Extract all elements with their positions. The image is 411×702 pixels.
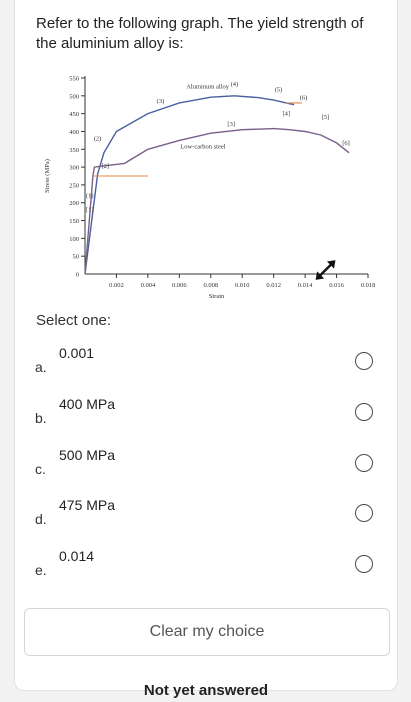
radio-c[interactable]: [355, 454, 373, 472]
point-annotation: [2]: [101, 162, 110, 170]
y-tick-label: 400: [69, 128, 79, 136]
y-axis-label: Stress (MPa): [44, 159, 51, 193]
x-tick-label: 0.014: [297, 282, 313, 289]
option-e[interactable]: [15, 548, 397, 588]
x-tick-label: 0.012: [266, 282, 281, 289]
radio-d[interactable]: [355, 504, 373, 522]
select-prompt: Select one:: [36, 312, 112, 329]
option-text: 0.001: [59, 345, 95, 361]
question-text: Refer to the following graph. The yield strength of the aluminium alloy is:: [36, 15, 364, 52]
x-tick-label: 0.010: [234, 282, 250, 289]
aluminum-alloy-curve: [85, 96, 294, 274]
radio-e[interactable]: [355, 555, 373, 573]
option-c[interactable]: [15, 447, 397, 487]
point-annotation: (4): [230, 80, 239, 88]
point-annotation: (2): [93, 135, 102, 143]
point-annotation: (1): [85, 192, 94, 200]
resize-cursor-icon: [312, 257, 339, 284]
option-letter: c.: [35, 461, 46, 477]
option-b[interactable]: [15, 396, 397, 436]
y-tick-label: 450: [69, 111, 79, 119]
question-card: [14, 0, 398, 699]
y-tick-label: 300: [69, 164, 79, 172]
y-tick-label: 250: [69, 182, 79, 190]
x-tick-label: 0.018: [360, 282, 376, 289]
radio-a[interactable]: [355, 352, 373, 370]
y-tick-label: 200: [69, 200, 79, 208]
x-tick-label: 0.004: [140, 282, 156, 289]
option-text: 0.014: [59, 548, 95, 564]
point-annotation: (6): [299, 94, 308, 102]
clear-choice-button[interactable]: Clear my choice: [24, 608, 390, 656]
option-a[interactable]: [15, 345, 397, 385]
y-tick-label: 550: [69, 75, 79, 83]
point-annotation: [6]: [342, 139, 350, 147]
x-tick-label: 0.002: [109, 282, 124, 289]
y-tick-label: 350: [69, 146, 79, 154]
option-letter: a.: [35, 359, 47, 375]
point-annotation: (3): [156, 97, 165, 105]
status-text: Not yet answered: [143, 682, 269, 699]
x-tick-label: 0.016: [329, 282, 344, 289]
series-label-steel: Low-carbon steel: [180, 143, 226, 151]
y-tick-label: 50: [72, 253, 79, 261]
point-annotation: (5): [274, 86, 283, 94]
y-tick-label: 150: [69, 218, 79, 226]
point-annotation: [1]: [85, 206, 94, 214]
point-annotation: [5]: [321, 113, 330, 121]
option-text: 500 MPa: [59, 447, 116, 463]
option-d[interactable]: [15, 497, 397, 537]
x-axis-label: Strain: [208, 293, 225, 300]
x-tick-label: 0.006: [172, 282, 187, 289]
stress-strain-chart: [33, 70, 378, 305]
point-annotation: [4]: [282, 110, 291, 118]
x-tick-label: 0.008: [203, 282, 219, 289]
option-letter: e.: [35, 562, 47, 578]
radio-b[interactable]: [355, 403, 373, 421]
origin-label: 0: [75, 271, 79, 279]
option-letter: d.: [35, 511, 47, 527]
y-tick-label: 100: [69, 235, 79, 243]
y-tick-label: 500: [69, 93, 79, 101]
option-text: 400 MPa: [59, 396, 116, 412]
point-annotation: [3]: [227, 121, 236, 129]
option-letter: b.: [35, 410, 47, 426]
option-text: 475 MPa: [59, 497, 116, 513]
series-label-aluminum: Aluminum alloy: [186, 83, 230, 91]
